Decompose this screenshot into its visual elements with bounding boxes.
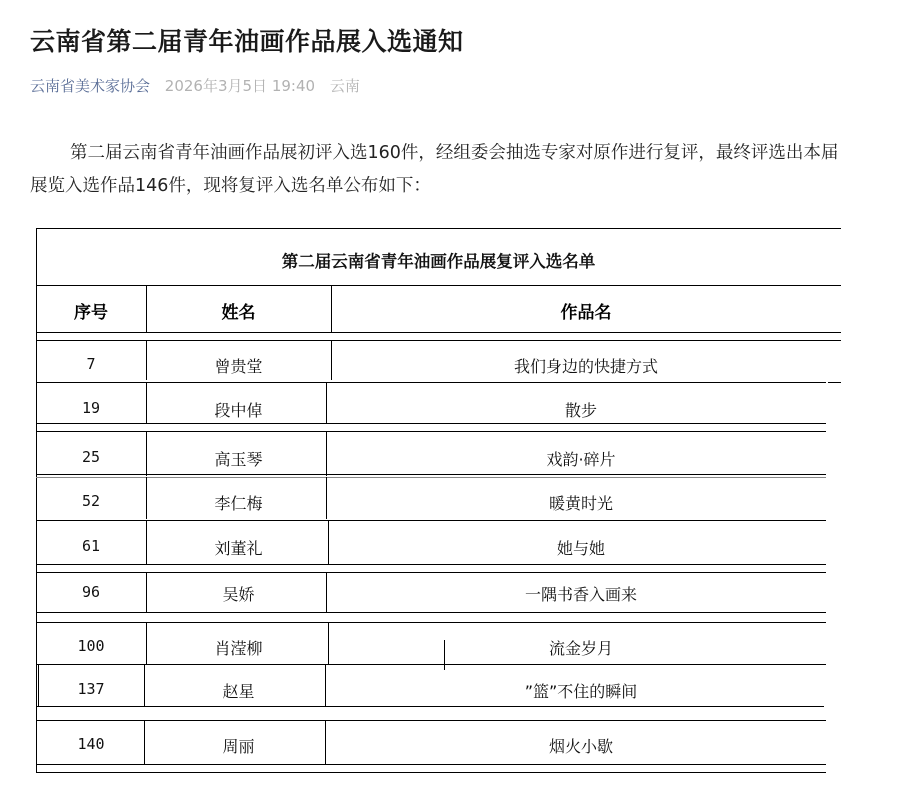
row-seq: 100 bbox=[77, 637, 105, 655]
row-name: 高玉琴 bbox=[214, 450, 263, 469]
row-seq: 96 bbox=[81, 583, 101, 601]
header-name: 姓名 bbox=[221, 303, 256, 323]
publish-location: 云南 bbox=[329, 77, 360, 95]
table-top-border bbox=[36, 228, 841, 229]
row-work: 烟火小歇 bbox=[548, 737, 613, 756]
row-name: 段中倬 bbox=[214, 401, 263, 420]
row-name: 刘董礼 bbox=[214, 539, 263, 558]
row-work: ”篮”不住的瞬间 bbox=[524, 682, 638, 701]
row-work: 戏韵·碎片 bbox=[546, 450, 616, 469]
row-seq: 52 bbox=[81, 492, 101, 510]
article-meta bbox=[30, 75, 370, 96]
row-seq: 137 bbox=[77, 680, 105, 698]
row-name: 吴娇 bbox=[222, 585, 255, 604]
row-seq: 140 bbox=[77, 735, 105, 753]
row-name: 周丽 bbox=[222, 737, 255, 756]
table-caption: 第二届云南省青年油画作品展复评入选名单 bbox=[281, 252, 596, 271]
row-seq: 61 bbox=[81, 537, 101, 555]
row-work: 她与她 bbox=[556, 539, 605, 558]
row-seq: 25 bbox=[81, 448, 101, 466]
row-seq: 7 bbox=[86, 355, 96, 373]
row-work: 流金岁月 bbox=[548, 639, 613, 658]
row-work: 一隅书香入画来 bbox=[524, 585, 637, 604]
row-work: 散步 bbox=[564, 401, 597, 420]
row-work: 我们身边的快捷方式 bbox=[513, 357, 658, 376]
results-table-image bbox=[36, 228, 841, 789]
header-seq: 序号 bbox=[74, 303, 108, 323]
row-name: 曾贵堂 bbox=[214, 357, 263, 376]
article-title: 云南省第二届青年油画作品展入选通知 bbox=[30, 27, 464, 56]
row-name: 李仁梅 bbox=[214, 494, 263, 513]
row-name: 肖滢柳 bbox=[214, 639, 263, 658]
row-name: 赵星 bbox=[222, 682, 255, 701]
row-seq: 19 bbox=[81, 399, 101, 417]
publish-date: 2026年3月5日 19:40 bbox=[164, 77, 316, 95]
header-work: 作品名 bbox=[560, 303, 612, 323]
author-link[interactable]: 云南省美术家协会 bbox=[30, 77, 151, 95]
row-work: 暖黄时光 bbox=[548, 494, 613, 513]
intro-paragraph: 第二届云南省青年油画作品展初评入选160件，经组委会抽选专家对原作进行复评，最终评选出本届展览入选作品146件，现将复评入选名单公布如下： bbox=[30, 143, 839, 196]
